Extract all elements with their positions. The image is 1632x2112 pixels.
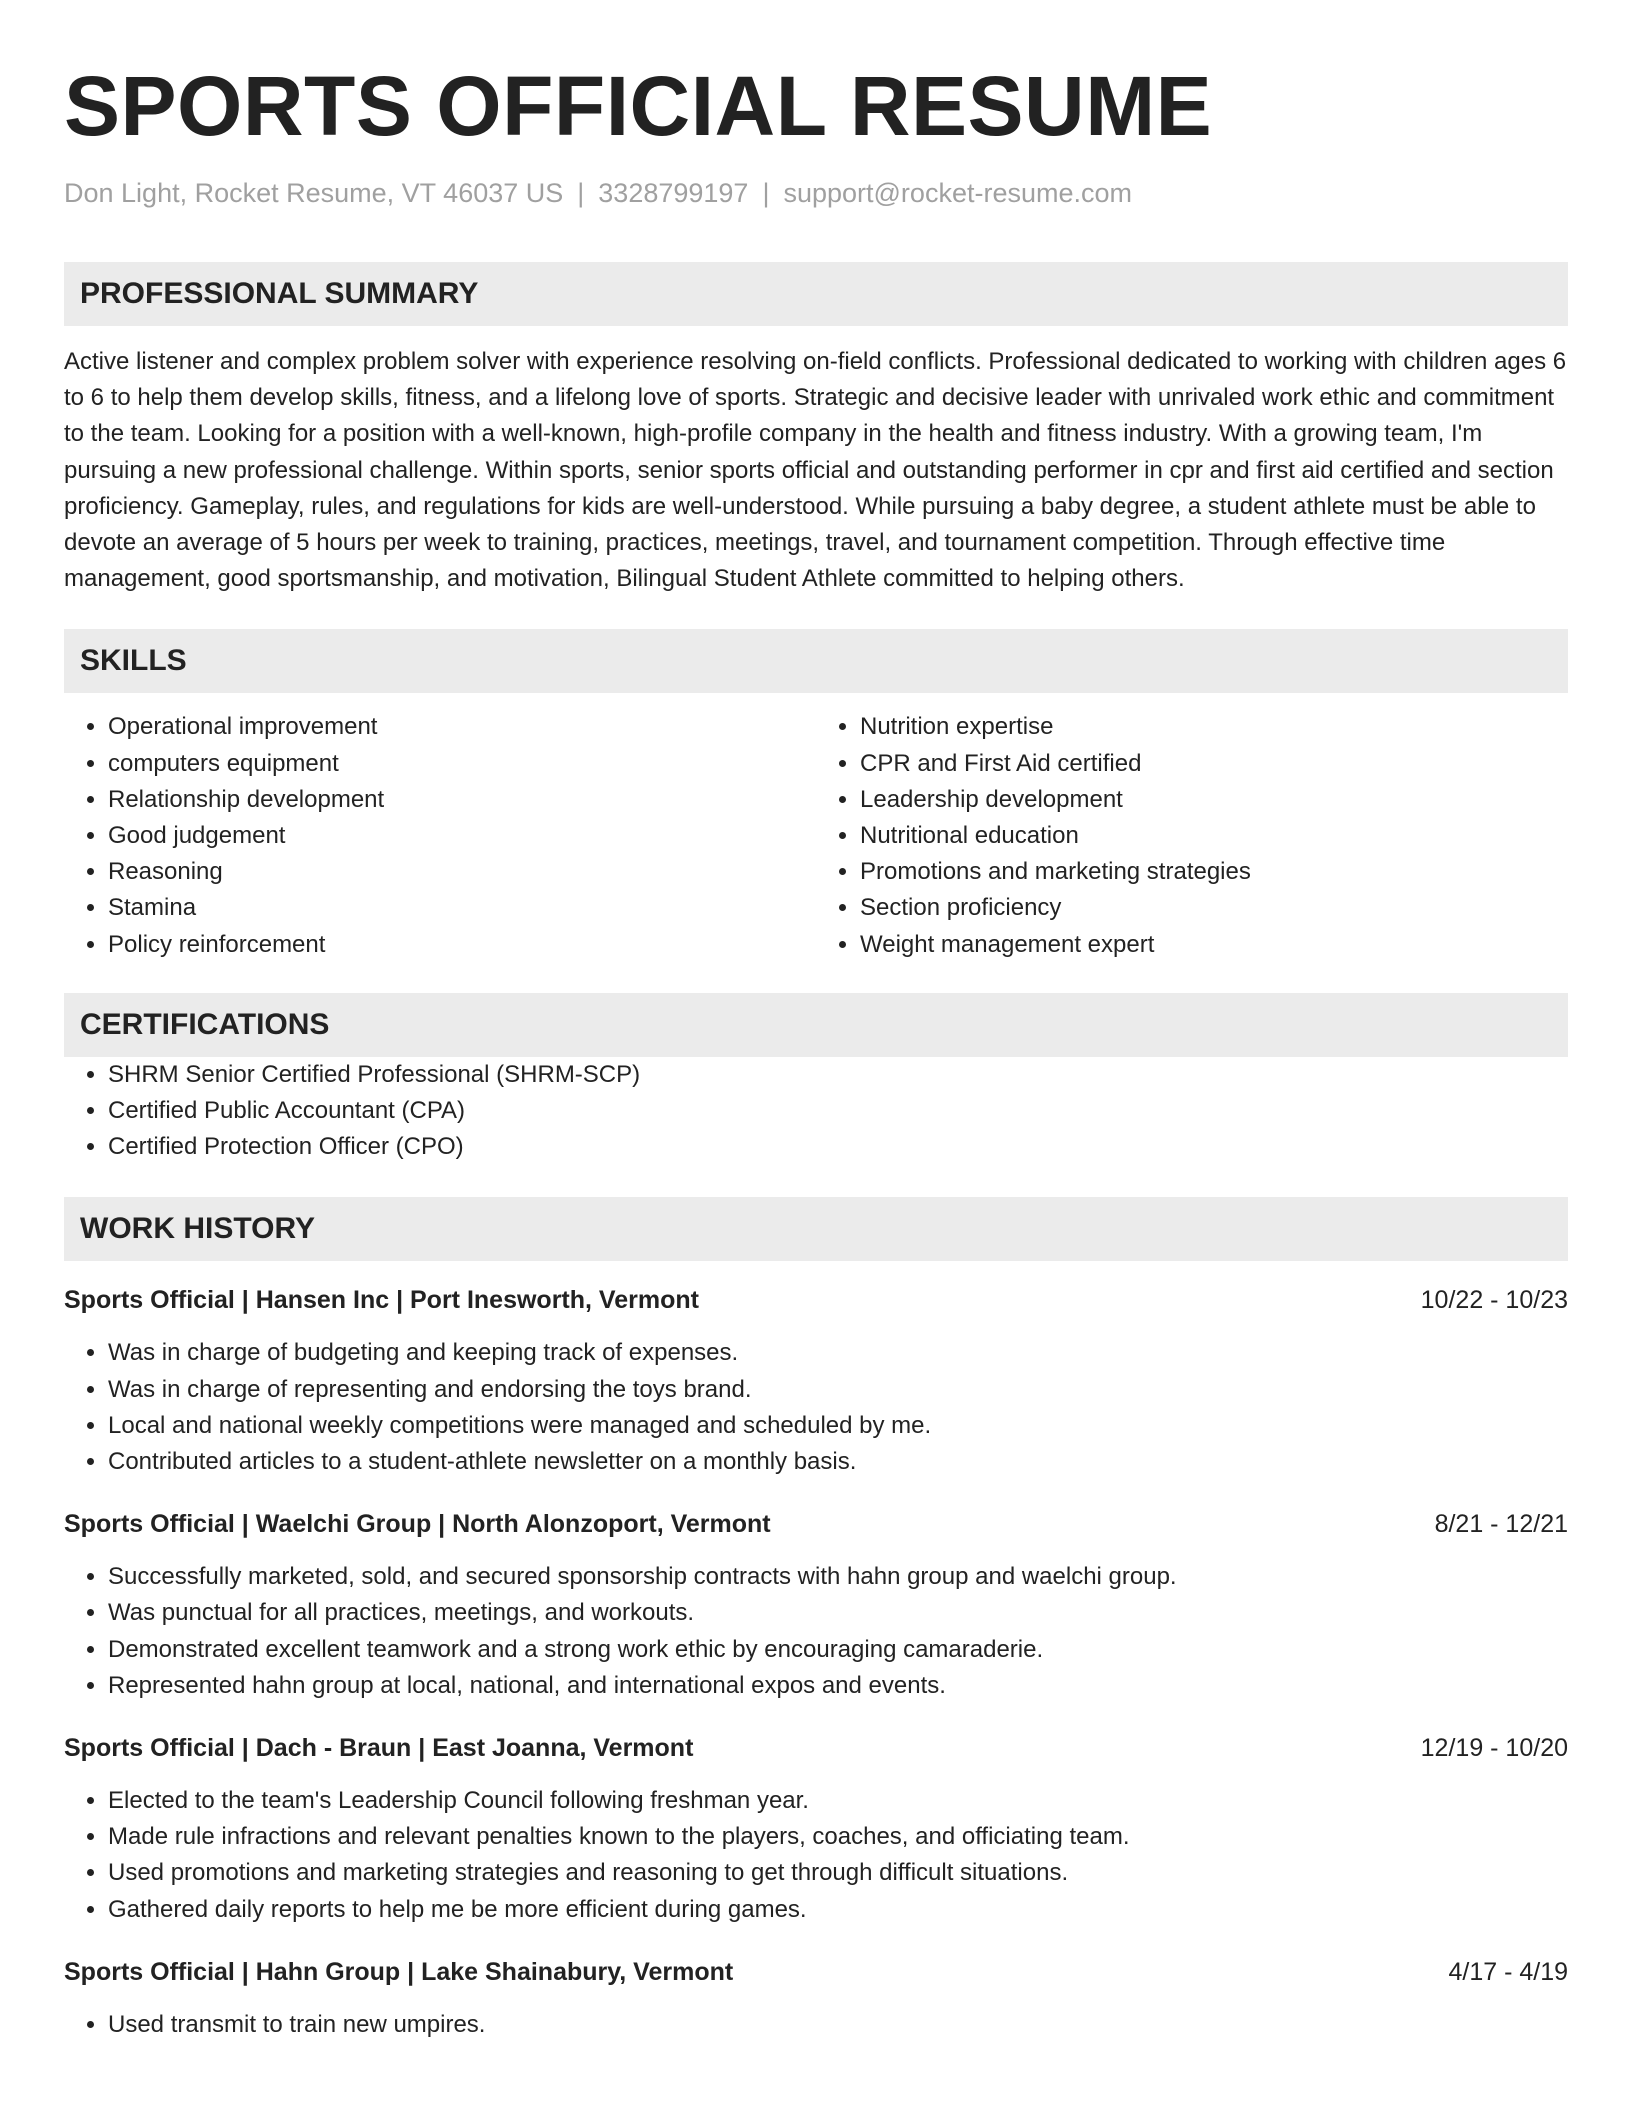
skills-column-left [64, 709, 816, 962]
job-bullet: • Gathered daily reports to help me be more efficient during games. [108, 1892, 1568, 1928]
skills-list-left [64, 709, 816, 962]
job-bullet: • Was punctual for all practices, meetings, and workouts. [108, 1595, 1568, 1631]
job-title: Sports Official | Hahn Group | Lake Shainabury, Vermont [64, 1957, 734, 1986]
certification-item: • SHRM Senior Certified Professional (SHRM-SCP) [108, 1057, 1568, 1093]
skill-item: • Promotions and marketing strategies [860, 854, 1568, 890]
skills-grid [64, 709, 1568, 962]
skill-item: • Stamina [108, 890, 816, 926]
job-bullets [64, 1335, 1568, 1480]
skill-item: • computers equipment [108, 746, 816, 782]
job-bullet: • Contributed articles to a student-athlete newsletter on a monthly basis. [108, 1444, 1568, 1480]
job-title: Sports Official | Waelchi Group | North Alonzoport, Vermont [64, 1510, 771, 1539]
contact-address: Don Light, Rocket Resume, VT 46037 US [64, 178, 564, 208]
skill-item: • Reasoning [108, 854, 816, 890]
job-bullets [64, 1783, 1568, 1928]
job-bullets [64, 1559, 1568, 1704]
job-entry [64, 1955, 1568, 2043]
summary-heading: PROFESSIONAL SUMMARY [64, 262, 1568, 326]
skills-heading: SKILLS [64, 629, 1568, 693]
job-dates: 4/17 - 4/19 [1448, 1957, 1568, 1986]
skill-item: • Policy reinforcement [108, 927, 816, 963]
job-dates: 8/21 - 12/21 [1434, 1510, 1568, 1539]
job-entry [64, 1283, 1568, 1480]
job-bullet: • Elected to the team's Leadership Council following freshman year. [108, 1783, 1568, 1819]
job-bullet: • Local and national weekly competitions were managed and scheduled by me. [108, 1408, 1568, 1444]
skill-item: • Good judgement [108, 818, 816, 854]
job-bullets [64, 2007, 1568, 2043]
skill-item: • Nutritional education [860, 818, 1568, 854]
skill-item: • Nutrition expertise [860, 709, 1568, 745]
job-dates: 10/22 - 10/23 [1420, 1286, 1568, 1315]
job-bullet: • Represented hahn group at local, national, and international expos and events. [108, 1668, 1568, 1704]
job-bullet: • Used promotions and marketing strategies and reasoning to get through difficult situations. [108, 1855, 1568, 1891]
skill-item: • Relationship development [108, 782, 816, 818]
certification-item: • Certified Public Accountant (CPA) [108, 1093, 1568, 1129]
job-bullet: • Used transmit to train new umpires. [108, 2007, 1568, 2043]
skill-item: • Operational improvement [108, 709, 816, 745]
resume-title: SPORTS OFFICIAL RESUME [64, 59, 1213, 153]
skill-item: • CPR and First Aid certified [860, 746, 1568, 782]
job-entry [64, 1507, 1568, 1704]
contact-separator: | [577, 178, 585, 208]
job-entry [64, 1731, 1568, 1928]
job-header [64, 1955, 1568, 1989]
job-bullet: • Made rule infractions and relevant penalties known to the players, coaches, and officiating team. [108, 1819, 1568, 1855]
certification-item: • Certified Protection Officer (CPO) [108, 1129, 1568, 1165]
certifications-list [64, 1057, 1568, 1166]
contact-email: support@rocket-resume.com [783, 178, 1132, 208]
job-header [64, 1507, 1568, 1541]
job-bullet: • Was in charge of budgeting and keeping track of expenses. [108, 1335, 1568, 1371]
contact-separator: | [762, 178, 770, 208]
skill-item: • Leadership development [860, 782, 1568, 818]
summary-text: Active listener and complex problem solver with experience resolving on-field conflicts. Professional dedicated to working with children ages 6 to 6 to help them develop skills, fitness, and a lifelong love of sports. Strategic and decisive leader with unrivaled work ethic and commitment to the team. Looking for a position with a well-known, high-profile company in the health and fitness industry. With a growing team, I'm pursuing a new professional challenge. Within sports, senior sports official and outstanding performer in cpr and first aid certified and section proficiency. Gameplay, rules, and regulations for kids are well-understood. While pursuing a baby degree, a student athlete must be able to devote an average of 5 hours per week to training, practices, meetings, travel, and tournament competition. Through effective time management, good sportsmanship, and motivation, Bilingual Student Athlete committed to helping others. [64, 348, 1567, 593]
job-bullet: • Was in charge of representing and endorsing the toys brand. [108, 1372, 1568, 1408]
job-dates: 12/19 - 10/20 [1420, 1734, 1568, 1763]
contact-phone: 3328799197 [598, 178, 749, 208]
skills-column-right [816, 709, 1568, 962]
job-bullet: • Successfully marketed, sold, and secured sponsorship contracts with hahn group and waelchi group. [108, 1559, 1568, 1595]
contact-line [64, 176, 1568, 210]
job-title: Sports Official | Hansen Inc | Port Inesworth, Vermont [64, 1286, 699, 1315]
work-history-heading: WORK HISTORY [64, 1197, 1568, 1261]
job-header [64, 1283, 1568, 1317]
skills-list-right [816, 709, 1568, 962]
skill-item: • Section proficiency [860, 890, 1568, 926]
job-title: Sports Official | Dach - Braun | East Joanna, Vermont [64, 1734, 694, 1763]
job-bullet: • Demonstrated excellent teamwork and a strong work ethic by encouraging camaraderie. [108, 1632, 1568, 1668]
skill-item: • Weight management expert [860, 927, 1568, 963]
job-header [64, 1731, 1568, 1765]
certifications-heading: CERTIFICATIONS [64, 993, 1568, 1057]
